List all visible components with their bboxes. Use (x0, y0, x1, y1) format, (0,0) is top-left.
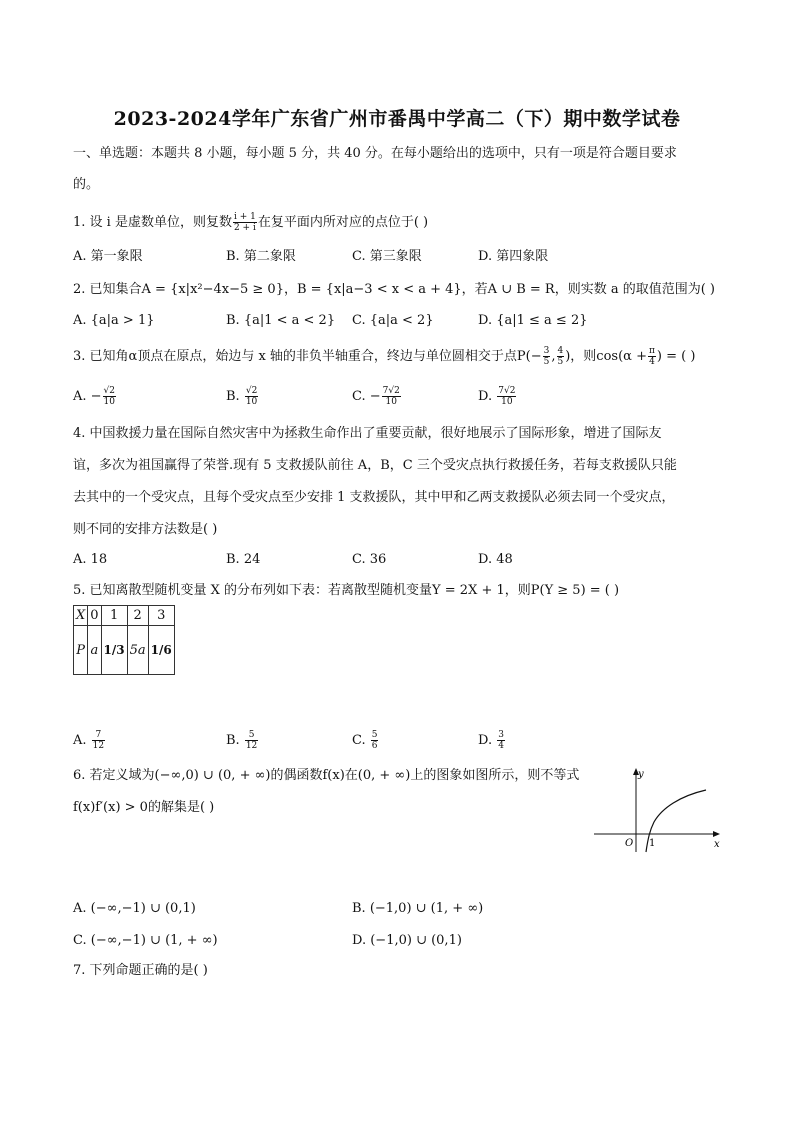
section-instructions: 一、单选题：本题共 8 小题，每小题 5 分，共 40 分。在每小题给出的选项中，只有一项是符合题目要求 (73, 146, 677, 161)
q1-option-b[interactable]: B. 第二象限 (226, 249, 296, 264)
table-cell: 3 (148, 606, 174, 626)
point-y-fraction: $\frac{4}{5}$ (557, 346, 564, 367)
pi-fraction: $\frac{\pi}{4}$ (648, 346, 655, 367)
q1-option-a[interactable]: A. 第一象限 (73, 249, 143, 264)
q3-option-a[interactable]: A. − $\frac{√2}{10}$ (73, 386, 116, 407)
question-1 (73, 212, 428, 233)
question-7: 7. 下列命题正确的是( ) (73, 963, 208, 978)
question-4-line-1: 4. 中国救援力量在国际自然灾害中为拯救生命作出了重要贡献，很好地展示了国际形象，增进了国际友 (73, 426, 662, 441)
q6-option-b[interactable]: B. (−1,0) ∪ (1, + ∞) (352, 901, 484, 916)
table-cell: 1/6 (148, 626, 174, 675)
q6-option-c[interactable]: C. (−∞,−1) ∪ (1, + ∞) (73, 933, 218, 948)
table-cell: 1/3 (101, 626, 127, 675)
function-graph (592, 764, 722, 854)
q6-option-a[interactable]: A. (−∞,−1) ∪ (0,1) (73, 901, 196, 916)
question-4-line-2: 谊，多次为祖国赢得了荣誉.现有 5 支救援队前往 A，B，C 三个受灾点执行救援任务，若每支救援队只能 (73, 458, 677, 473)
question-3-stem-a: 3. 已知角α顶点在原点，始边与 x 轴的非负半轴重合，终边与单位圆相交于点P(− (73, 349, 542, 364)
page-title: 2023-2024学年广东省广州市番禺中学高二（下）期中数学试卷 (113, 108, 681, 130)
y-axis-label: y (638, 769, 644, 780)
table-cell: 5a (127, 626, 148, 675)
question-5: 5. 已知离散型随机变量 X 的分布列如下表：若离散型随机变量Y = 2X + 1，则P(Y ≥ 5) = ( ) (73, 583, 620, 598)
question-4-line-3: 去其中的一个受灾点，且每个受灾点至少安排 1 支救援队，其中甲和乙两支救援队必须去同一个受灾点， (73, 490, 675, 505)
question-6-line-1: 6. 若定义域为(−∞,0) ∪ (0, + ∞)的偶函数f(x)在(0, + ∞)上的图象如图所示，则不等式 (73, 768, 580, 783)
distribution-table (73, 605, 175, 675)
x-axis-label: x (714, 839, 720, 850)
q4-option-d[interactable]: D. 48 (478, 552, 513, 567)
q1-option-d[interactable]: D. 第四象限 (478, 249, 549, 264)
point-x-fraction: $\frac{3}{5}$ (543, 346, 550, 367)
q3-option-d[interactable]: D. $\frac{7√2}{10}$ (478, 386, 516, 407)
section-instructions-cont: 的。 (73, 177, 100, 192)
table-cell: a (88, 626, 101, 675)
question-3 (73, 346, 695, 367)
tick-label-1: 1 (649, 838, 656, 849)
x-axis-arrow (713, 831, 720, 837)
question-1-stem-a: 1. 设 i 是虚数单位，则复数 (73, 215, 232, 230)
q4-option-c[interactable]: C. 36 (352, 552, 387, 567)
q4-option-b[interactable]: B. 24 (226, 552, 261, 567)
q3-option-c[interactable]: C. − $\frac{7√2}{10}$ (352, 386, 400, 407)
q2-option-b[interactable]: B. {a|1 < a < 2} (226, 313, 336, 328)
q5-option-c[interactable]: C. $\frac{5}{6}$ (352, 730, 378, 751)
q6-option-d[interactable]: D. (−1,0) ∪ (0,1) (352, 933, 462, 948)
point-separator: , (551, 349, 556, 364)
table-row (74, 626, 175, 675)
question-2: 2. 已知集合A = {x|x²−4x−5 ≥ 0}，B = {x|a−3 < x < a + 4}，若A ∪ B = R，则实数 a 的取值范围为( ) (73, 282, 716, 297)
question-3-stem-b: )，则cos(α + (565, 349, 647, 364)
q5-option-b[interactable]: B. $\frac{5}{12}$ (226, 730, 258, 751)
question-4-line-4: 则不同的安排方法数是( ) (73, 522, 218, 537)
question-3-stem-c: ) = ( ) (656, 349, 696, 364)
origin-label: O (625, 838, 634, 849)
q3-option-b[interactable]: B. $\frac{√2}{10}$ (226, 386, 258, 407)
q5-option-a[interactable]: A. $\frac{7}{12}$ (73, 730, 105, 751)
q2-option-d[interactable]: D. {a|1 ≤ a ≤ 2} (478, 313, 588, 328)
q2-option-a[interactable]: A. {a|a > 1} (73, 313, 155, 328)
table-cell: X (74, 606, 88, 626)
q5-option-d[interactable]: D. $\frac{3}{4}$ (478, 730, 504, 751)
q4-option-a[interactable]: A. 18 (73, 552, 108, 567)
table-cell: 1 (101, 606, 127, 626)
table-cell: 2 (127, 606, 148, 626)
table-cell: P (74, 626, 88, 675)
question-1-stem-b: 在复平面内所对应的点位于( ) (257, 215, 429, 230)
table-row (74, 606, 175, 626)
question-6-line-2: f(x)f′(x) > 0的解集是( ) (73, 800, 215, 815)
complex-fraction: $\frac{i + 1}{2 + i}$ (233, 212, 256, 233)
q1-option-c[interactable]: C. 第三象限 (352, 249, 422, 264)
q2-option-c[interactable]: C. {a|a < 2} (352, 313, 434, 328)
table-cell: 0 (88, 606, 101, 626)
